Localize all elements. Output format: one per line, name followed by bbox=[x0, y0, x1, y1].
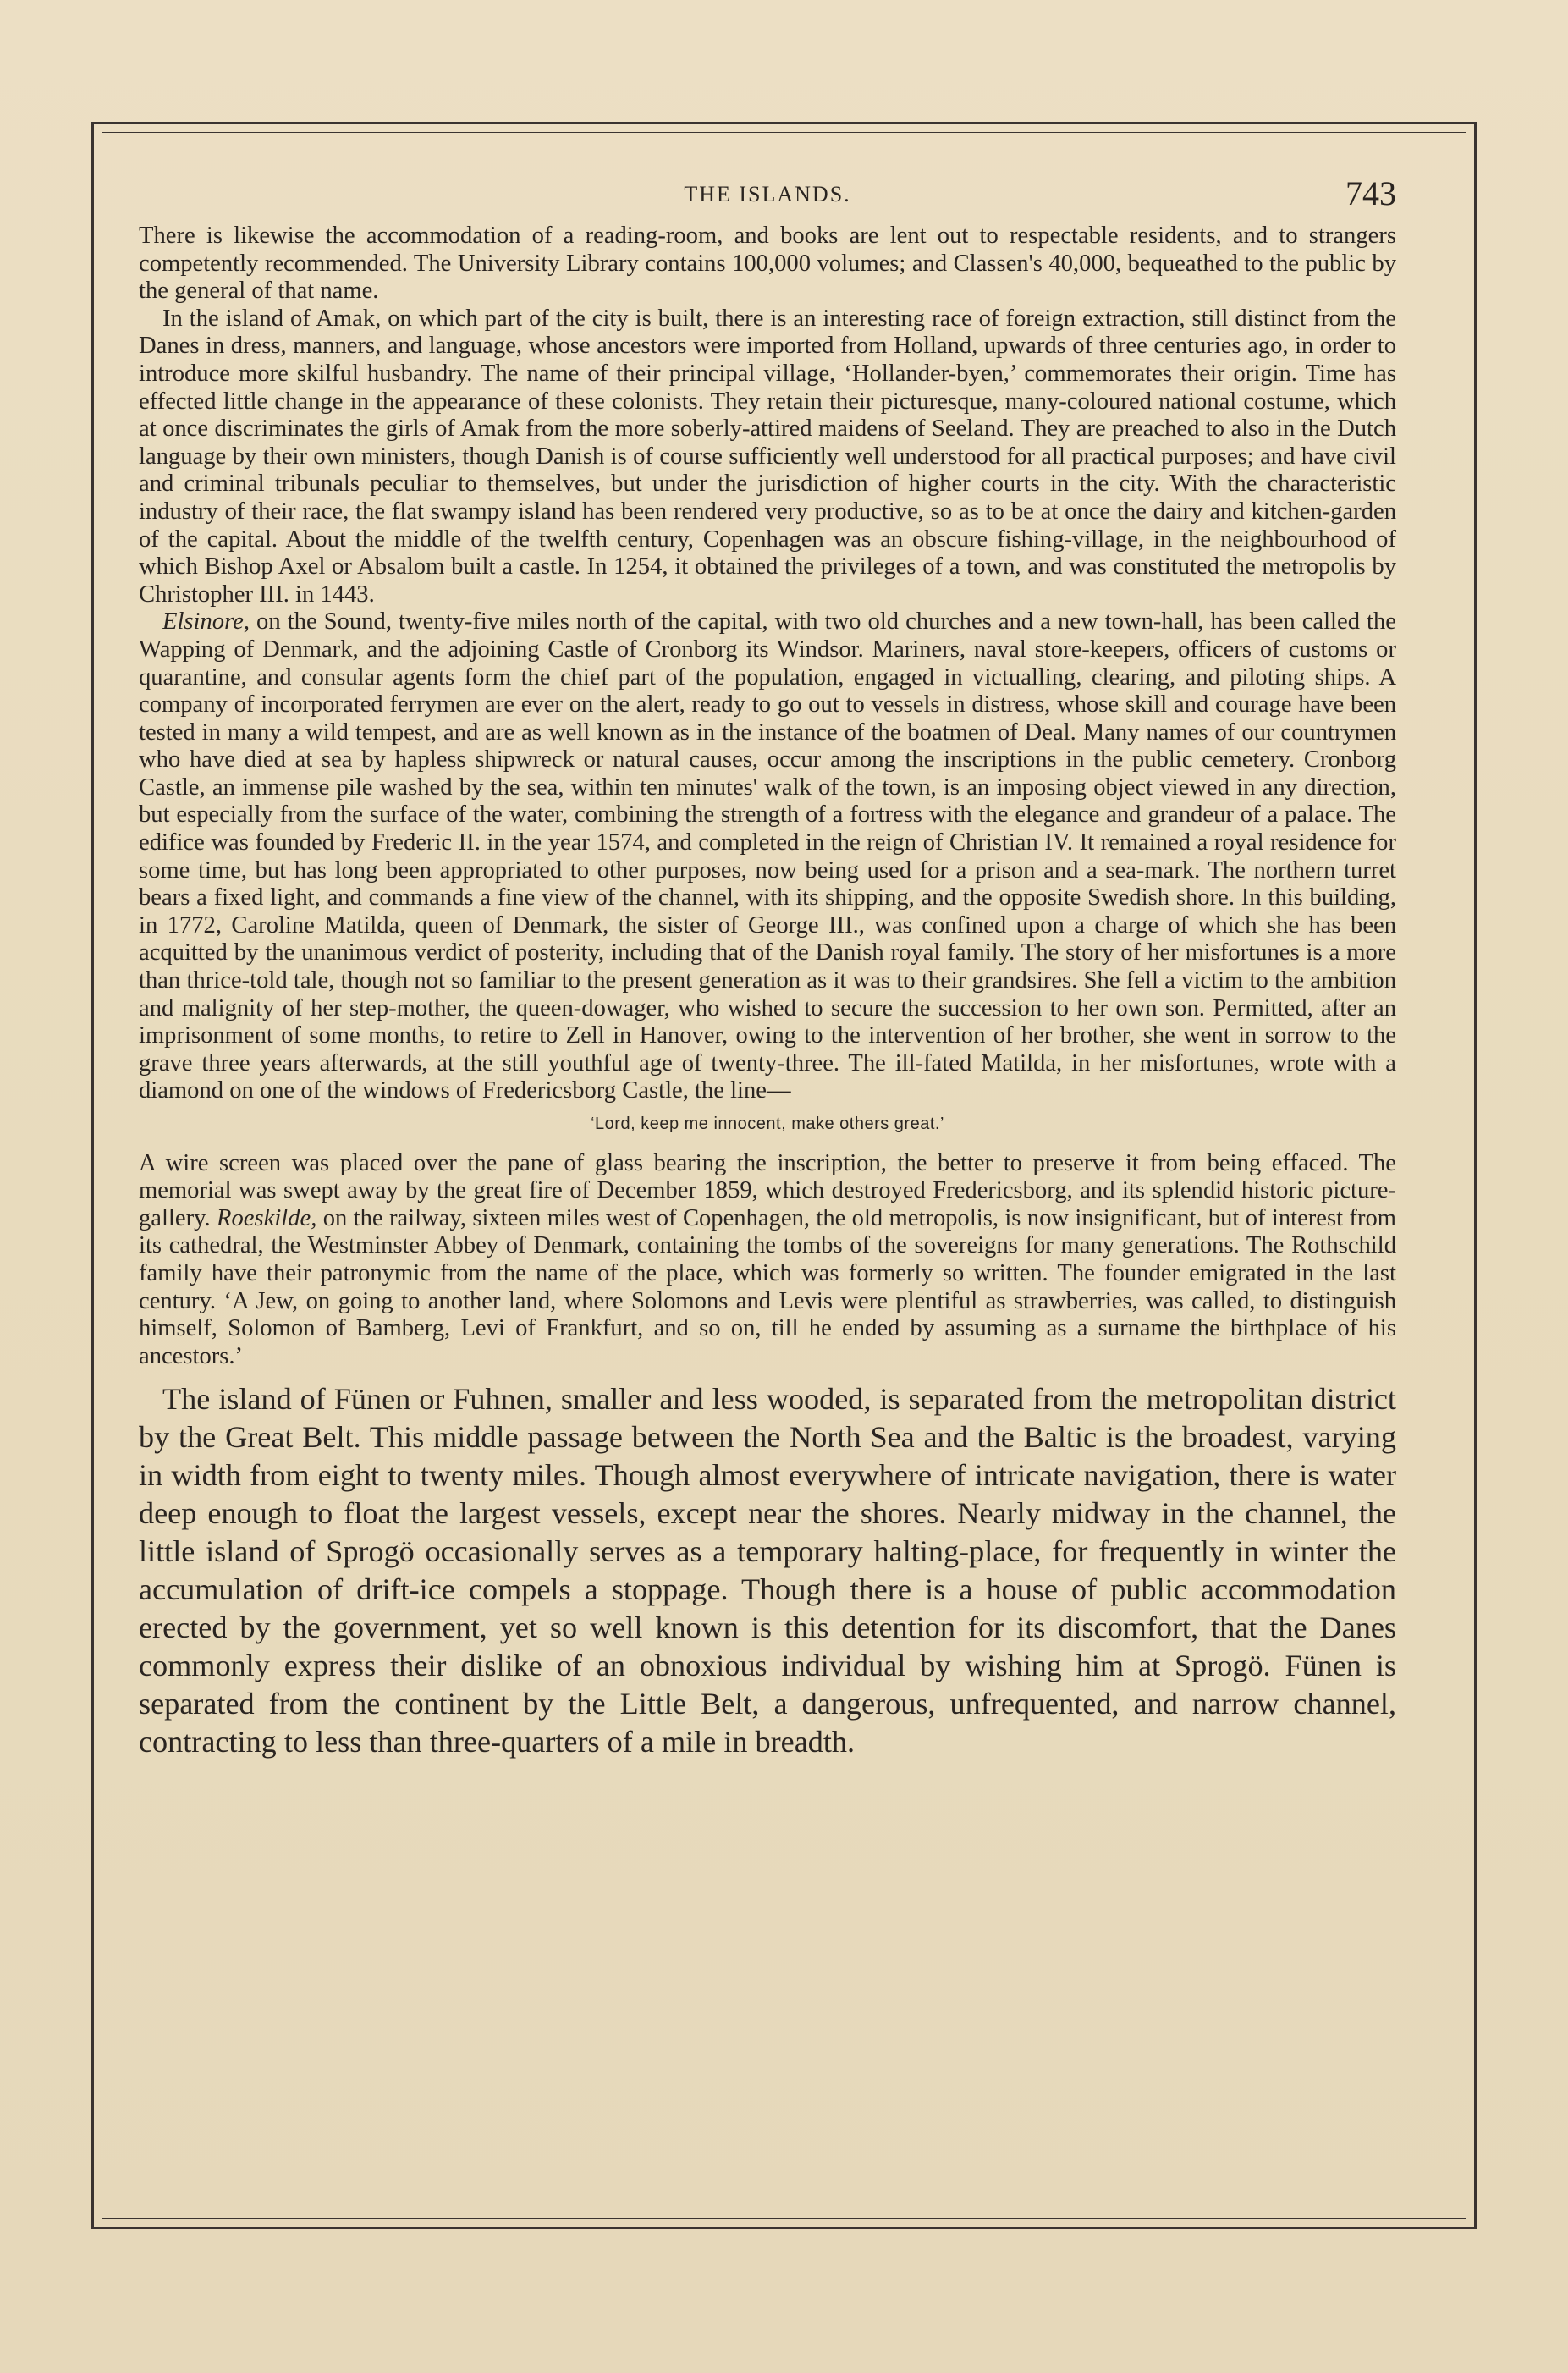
paragraph-amak: In the island of Amak, on which part of the city is built, there is an interesting race of foreign extraction, still distinct from the Danes in dress, manners, and language, whose ancestors were imported from Holland, upwards of three centuries ago, in order to introduce more skilful husbandry. The name of their principal village, ‘Hollander-byen,’ commemorates their origin. Time has effected little change in the appearance of these colonists. They retain their picturesque, many-coloured national costume, which at once discriminates the girls of Amak from the more soberly-attired maidens of Seeland. They are preached to also in the Dutch language by their own ministers, though Danish is of course sufficiently well understood for all practical purposes; and have civil and criminal tribunals peculiar to themselves, but under the jurisdiction of higher courts in the city. With the characteristic industry of their race, the flat swampy island has been rendered very productive, so as to be at once the dairy and kitchen-garden of the capital. About the middle of the twelfth century, Copenhagen was an obscure fishing-village, in the neighbourhood of which Bishop Axel or Absalom built a castle. In 1254, it obtained the privileges of a town, and was constituted the metropolis by Christopher III. in 1443. bbox=[139, 305, 1396, 608]
elsinore-text: on the Sound, twenty-five miles north of the capital, with two old churches and a new town-hall, has been called the Wapping of Denmark, and the adjoining Castle of Cronborg its Windsor. Mariners, naval store-keepers, officers of customs or quarantine, and consular agents form the chief part of the population, engaged in victualling, clearing, and piloting ships. A company of incorporated ferrymen are ever on the alert, ready to go out to vessels in distress, whose skill and courage have been tested in many a wild tempest, and are as well known as in the instance of the boatmen of Deal. Many names of our countrymen who have died at sea by hapless shipwreck or natural causes, occur among the inscriptions in the public cemetery. Cronborg Castle, an immense pile washed by the sea, within ten minutes' walk of the town, is an imposing object viewed in any direction, but especially from the surface of the water, combining the strength of a fortress with the elegance and grandeur of a palace. The edifice was founded by Frederic II. in the year 1574, and completed in the reign of Christian IV. It remained a royal residence for some time, but has long been appropriated to other purposes, now being used for a prison and a sea-mark. The northern turret bears a fixed light, and commands a fine view of the channel, with its shipping, and the opposite Swedish shore. In this building, in 1772, Caroline Matilda, queen of Denmark, the sister of George III., was confined upon a charge of which she has been acquitted by the unanimous verdict of posterity, including that of the Danish royal family. The story of her misfortunes is a more than thrice-told tale, though not so familiar to the present generation as it was to their grandsires. She fell a victim to the ambition and malignity of her step-mother, the queen-dowager, who wished to secure the succession to her own son. Permitted, after an imprisonment of some months, to retire to Zell in Hanover, owing to the intervention of her brother, she went in sorrow to the grave three years afterwards, at the still youthful age of twenty-three. The ill-fated Matilda, in her misfortunes, wrote with a diamond on one of the windows of Fredericsborg Castle, the line— bbox=[139, 608, 1396, 1104]
elsinore-lead: Elsinore, bbox=[162, 608, 250, 636]
roeskilde-lead: Roeskilde, bbox=[217, 1204, 317, 1231]
running-title: THE ISLANDS. bbox=[684, 182, 851, 206]
running-header bbox=[139, 173, 1396, 223]
paragraph-elsinore bbox=[139, 608, 1396, 1105]
roeskilde-before: A wire screen was placed over the pane of glass bearing the inscription, the better to preserve it from being effaced. The memorial was swept away by the great fire of December 1859, which destroyed Fredericsborg, and its splendid historic picture-gallery. bbox=[139, 1149, 1396, 1231]
page-content bbox=[139, 173, 1396, 1761]
paragraph-roeskilde bbox=[139, 1150, 1396, 1371]
roeskilde-after: on the railway, sixteen miles west of Copenhagen, the old metropolis, is now insignificant, but of interest from its cathedral, the Westminster Abbey of Denmark, containing the tombs of the sovereigns for many generations. The Rothschild family have their patronymic from the name of the place, which was formerly so written. The founder emigrated in the last century. ‘A Jew, on going to another land, where Solomons and Levis were plentiful as strawberries, was called, to distinguish himself, Solomon of Bamberg, Levi of Frankfurt, and so on, till he ended by assuming as a surname the birthplace of his ancestors.’ bbox=[139, 1204, 1397, 1369]
inscription-quote: ‘Lord, keep me innocent, make others great.’ bbox=[591, 1115, 944, 1133]
page-number: 743 bbox=[1345, 174, 1396, 212]
paragraph-library: There is likewise the accommodation of a reading-room, and books are lent out to respectable residents, and to strangers competently recommended. The University Library contains 100,000 volumes; and Classen's 40,000, bequeathed to the public by the general of that name. bbox=[139, 223, 1396, 305]
large-print-section bbox=[139, 1380, 1396, 1761]
small-print-section bbox=[139, 223, 1396, 1370]
paragraph-funen: The island of Fünen or Fuhnen, smaller and less wooded, is separated from the metropolitan district by the Great Belt. This middle passage between the North Sea and the Baltic is the broadest, varying in width from eight to twenty miles. Though almost everywhere of intricate navigation, there is water deep enough to float the largest vessels, except near the shores. Nearly midway in the channel, the little island of Sprogö occasionally serves as a temporary halting-place, for frequently in winter the accumulation of drift-ice compels a stoppage. Though there is a house of public accommodation erected by the government, yet so well known is this detention for its discomfort, that the Danes commonly express their dislike of an obnoxious individual by wishing him at Sprogö. Fünen is separated from the continent by the Little Belt, a dangerous, unfrequented, and narrow channel, contracting to less than three-quarters of a mile in breadth. bbox=[139, 1382, 1396, 1759]
